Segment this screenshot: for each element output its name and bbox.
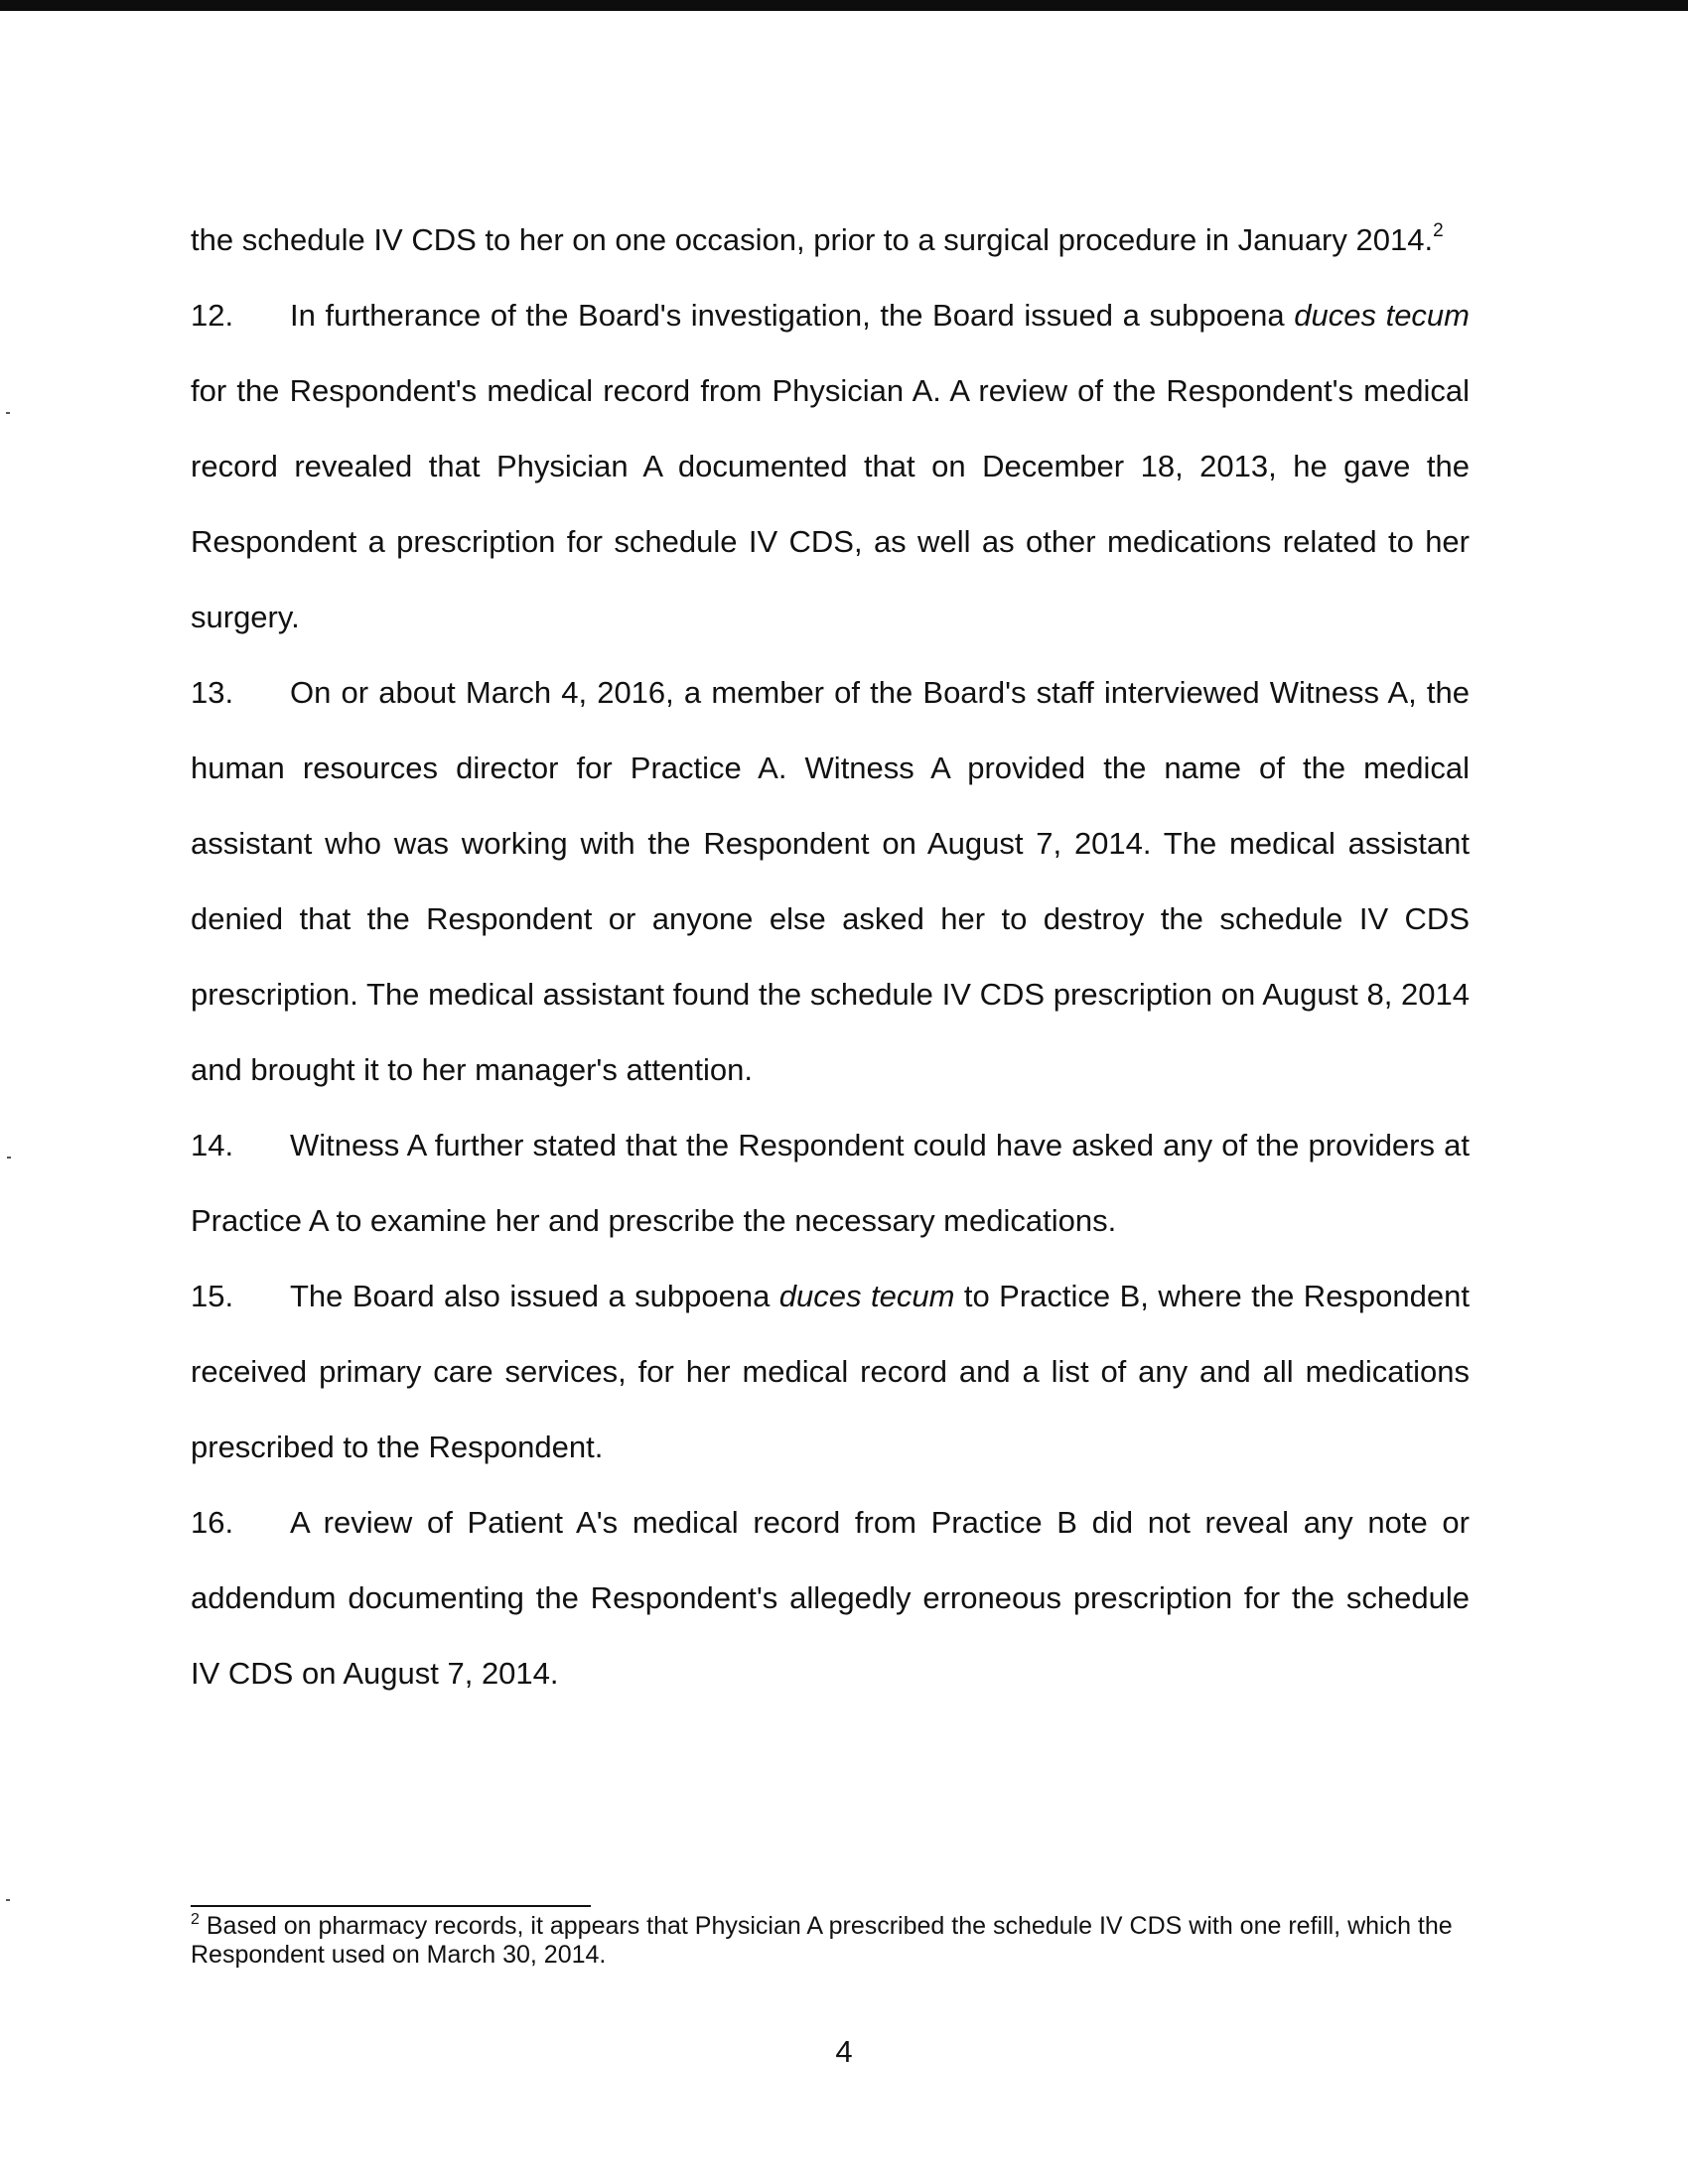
paragraph-13	[191, 655, 1470, 1108]
paragraph-continuation	[191, 203, 1470, 278]
paragraph-16	[191, 1485, 1470, 1711]
italic-latin-term: duces tecum	[1294, 298, 1470, 333]
footnote-text: Based on pharmacy records, it appears that Physician A prescribed the schedule IV CDS with one refill, which the Respondent used on March 30, 2014.	[191, 1912, 1453, 1969]
footnote	[191, 1912, 1472, 1970]
italic-latin-term: duces tecum	[778, 1279, 955, 1313]
margin-mark	[6, 1899, 10, 1901]
paragraph-text: Witness A further stated that the Respondent could have asked any of the providers at Practice A to examine her and prescribe the necessary medications.	[191, 1128, 1470, 1238]
paragraph-text: A review of Patient A's medical record from Practice B did not reveal any note or addendum documenting the Respondent's allegedly erroneous prescription for the schedule IV CDS on August 7, 2014.	[191, 1505, 1470, 1691]
margin-mark	[7, 1157, 11, 1159]
footnote-separator	[191, 1905, 591, 1907]
paragraph-text: to Practice B, where the Respondent received primary care services, for her medical record and a list of any and all medications prescribed to the Respondent.	[191, 1279, 1470, 1464]
document-body	[191, 203, 1470, 1711]
paragraph-number: 15.	[191, 1279, 234, 1313]
footnote-reference: 2	[1433, 220, 1444, 241]
footnote-marker: 2	[191, 1911, 200, 1928]
paragraph-15	[191, 1259, 1470, 1485]
page-number: 4	[835, 2034, 853, 2069]
paragraph-number: 14.	[191, 1128, 234, 1162]
margin-mark	[6, 412, 10, 414]
continuation-text: the schedule IV CDS to her on one occasion, prior to a surgical procedure in January 2014.	[191, 222, 1434, 257]
paragraph-text: for the Respondent's medical record from Physician A. A review of the Respondent's medical record revealed that Physician A documented that on December 18, 2013, he gave the Respondent a prescription for schedule IV CDS, as well as other medications related to her surgery.	[191, 373, 1470, 634]
paragraph-12	[191, 278, 1470, 655]
paragraph-text: In furtherance of the Board's investigation, the Board issued a subpoena	[290, 298, 1295, 333]
paragraph-text: The Board also issued a subpoena	[290, 1279, 779, 1313]
paragraph-text: On or about March 4, 2016, a member of the Board's staff interviewed Witness A, the human resources director for Practice A. Witness A provided the name of the medical assistant who was working with the Respondent on August 7, 2014. The medical assistant denied that the Respondent or anyone else asked her to destroy the schedule IV CDS prescription. The medical assistant found the schedule IV CDS prescription on August 8, 2014 and brought it to her manager's attention.	[191, 675, 1470, 1087]
paragraph-number: 12.	[191, 298, 234, 333]
scan-edge	[0, 0, 1688, 11]
paragraph-number: 13.	[191, 675, 234, 710]
paragraph-number: 16.	[191, 1505, 234, 1540]
paragraph-14	[191, 1108, 1470, 1259]
